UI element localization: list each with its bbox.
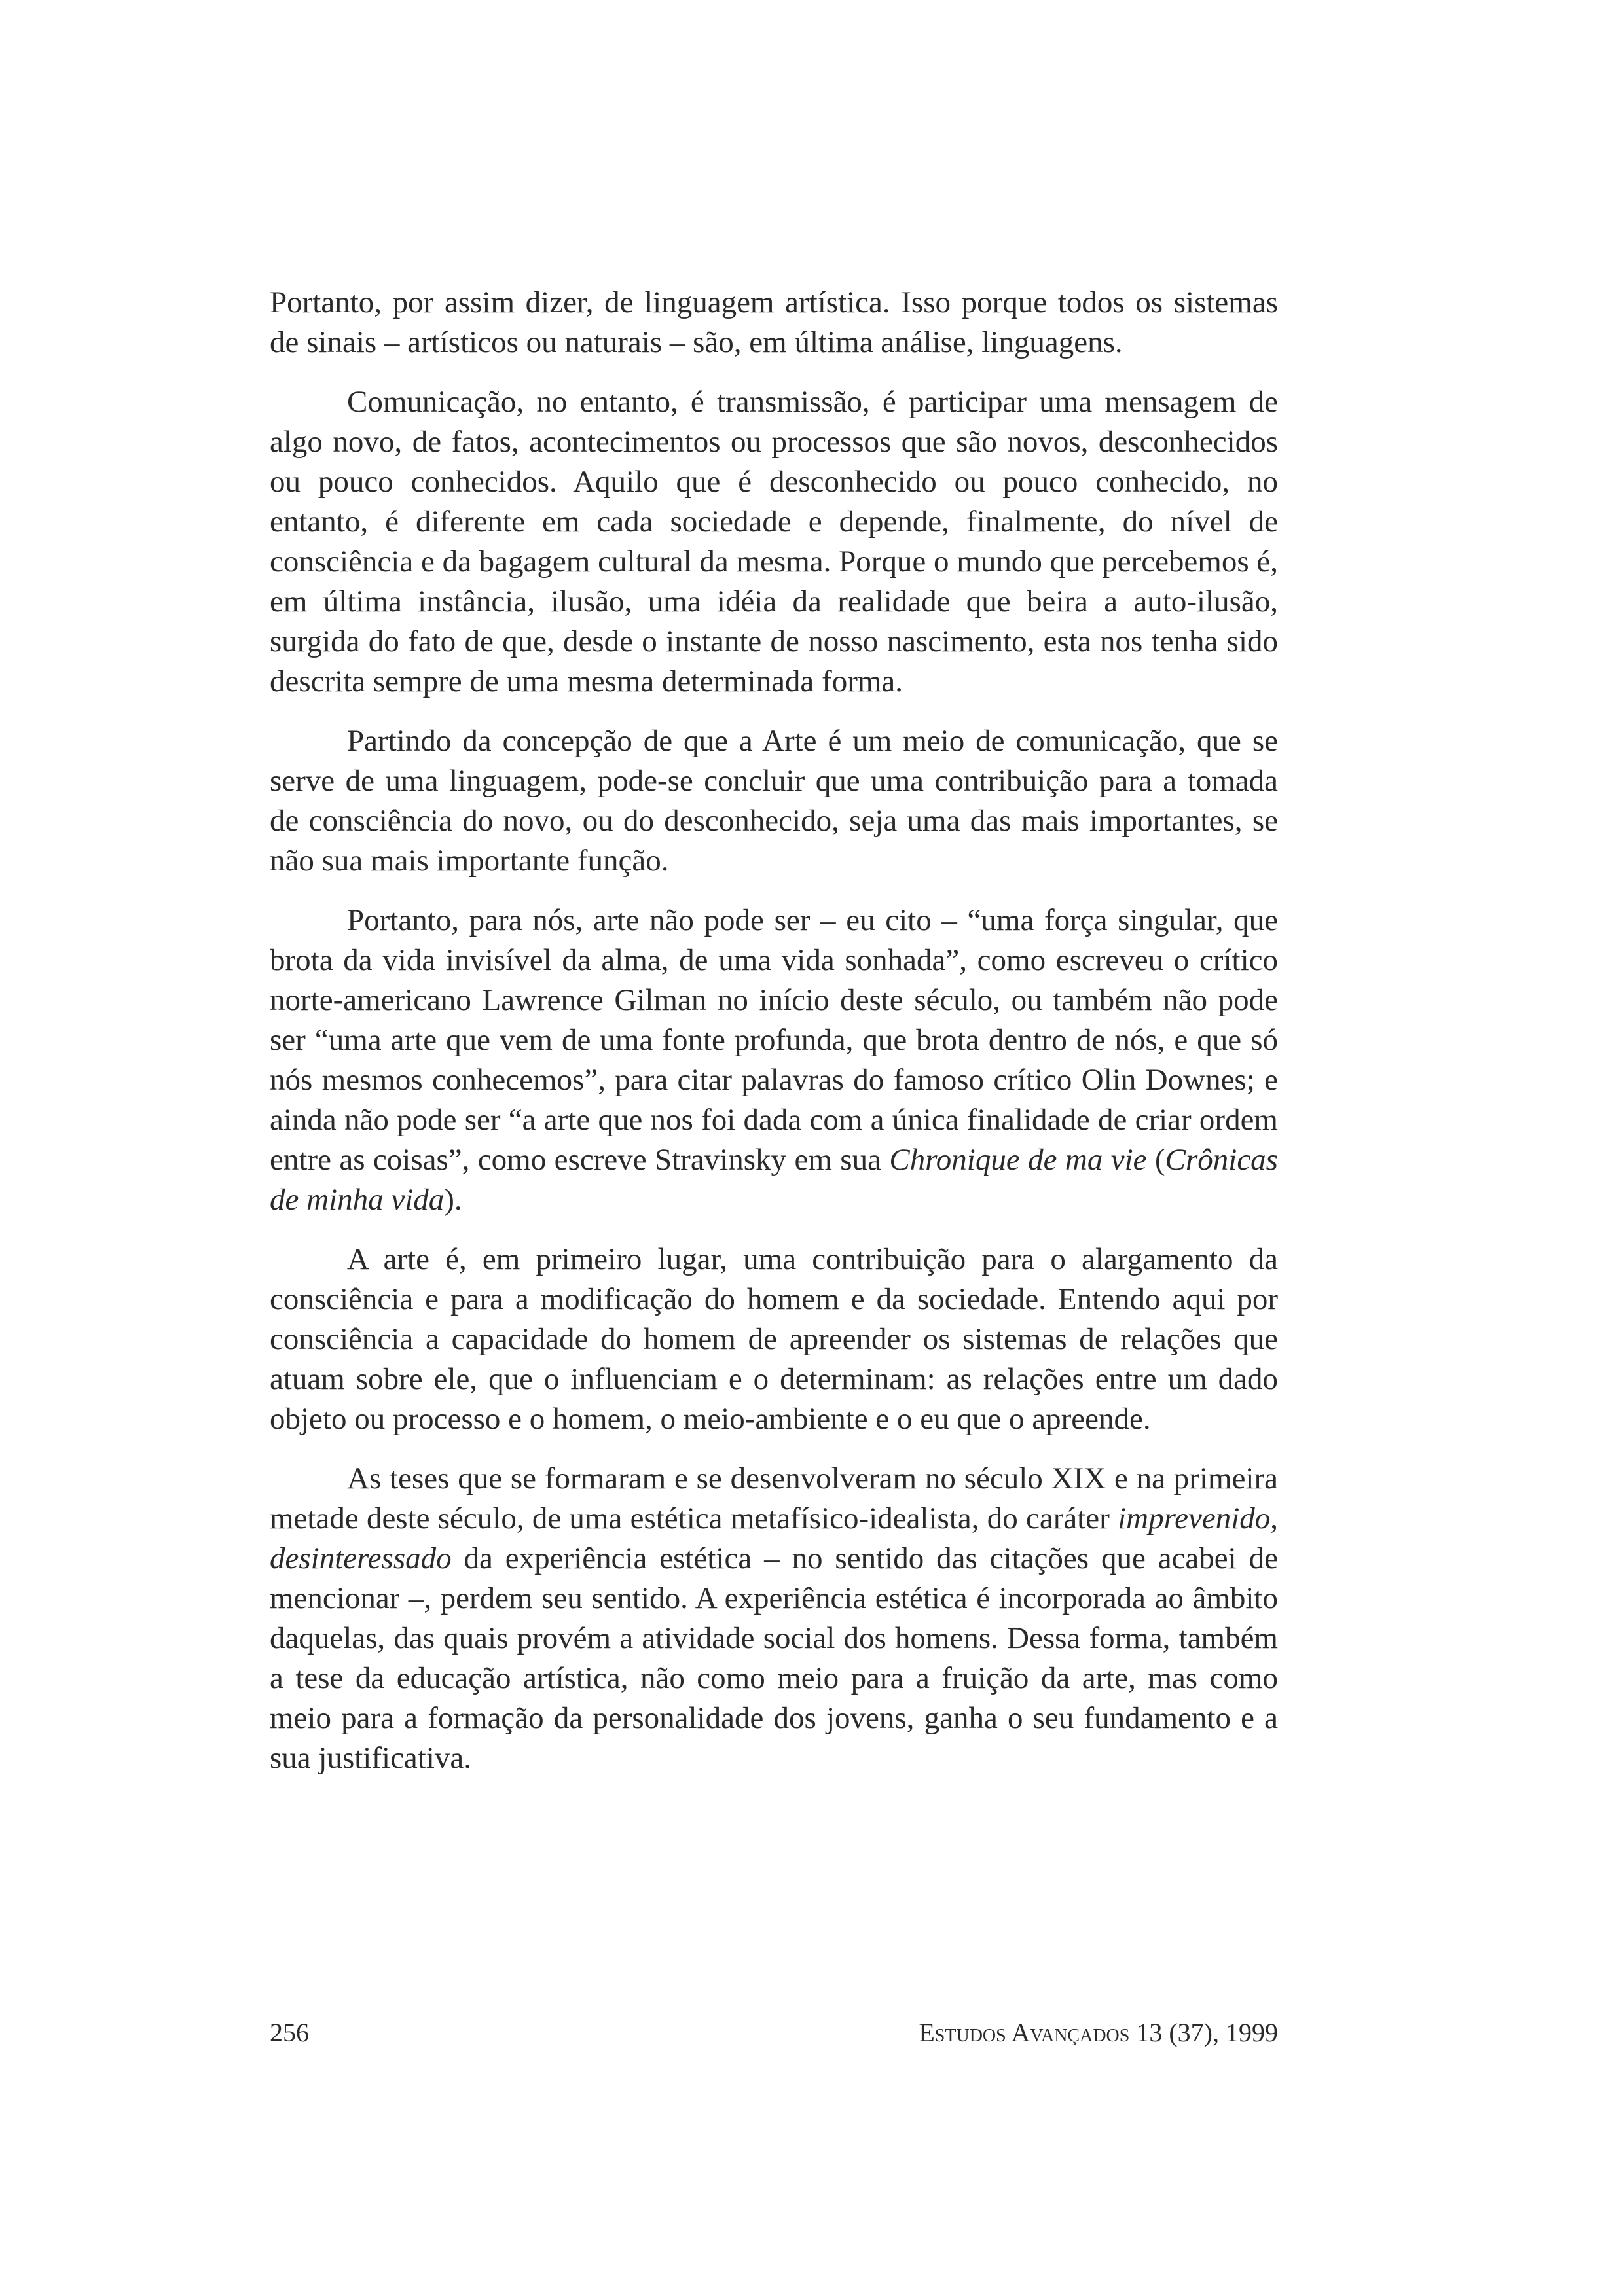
paragraph-4-text-b: ( (1146, 1143, 1165, 1177)
paragraph-3: Partindo da concepção de que a Arte é um meio de comunicação, que se serve de uma linguagem, pode-se concluir que uma contribuição para a tomada de consciência do novo, ou do desconhecido, seja uma das mais importantes, se não sua mais importante função. (270, 724, 1278, 878)
paragraph-4-text-c: ). (444, 1183, 462, 1217)
emphasis-desinteressado: desinteressado (270, 1541, 452, 1575)
page-number: 256 (270, 2018, 309, 2047)
page-footer (270, 2013, 1278, 2053)
emphasis-imprevenido: imprevenido (1118, 1501, 1271, 1535)
paragraph-4-text-a: Portanto, para nós, arte não pode ser – eu cito – “uma força singular, que brota da vida invisível da alma, de uma vida sonhada”, como escreveu o crítico norte-americano Lawrence Gilman no início deste século, ou também não pode ser “uma arte que vem de uma fonte profunda, que brota dentro de nós, e que só nós mesmos conhecemos”, para citar palavras do famoso crítico Olin Downes; e ainda não pode ser “a arte que nos foi dada com a única finalidade de criar ordem entre as coisas”, como escreve Stravinsky em sua (270, 903, 1278, 1177)
paragraph-6-text-b: , (1270, 1501, 1278, 1535)
journal-name: Estudos Avançados (919, 2018, 1130, 2047)
paragraph-4 (270, 901, 1278, 1220)
book-title-original: Chronique de ma vie (889, 1143, 1147, 1177)
running-head (919, 2013, 1278, 2053)
paragraph-6-text-a: As teses que se formaram e se desenvolveram no século XIX e na primeira metade deste século, de uma estética metafísico-idealista, do caráter (270, 1462, 1278, 1535)
paragraph-5: A arte é, em primeiro lugar, uma contribuição para o alargamento da consciência e para a modificação do homem e da sociedade. Entendo aqui por consciência a capacidade do homem de apreender os sistemas de relações que atuam sobre ele, que o influenciam e o determinam: as relações entre um dado objeto ou processo e o homem, o meio-ambiente e o eu que o apreende. (270, 1242, 1278, 1436)
paragraph-1: Portanto, por assim dizer, de linguagem artística. Isso porque todos os sistemas de sinais – artísticos ou naturais – são, em última análise, linguagens. (270, 285, 1278, 359)
article-body (270, 283, 1278, 1778)
journal-issue: 13 (37), 1999 (1136, 2018, 1278, 2047)
paragraph-6-text-c: da experiência estética – no sentido das citações que acabei de mencionar –, perdem seu sentido. A experiência estética é incorporada ao âmbito daquelas, das quais provém a atividade social dos homens. Dessa forma, também a tese da educação artística, não como meio para a fruição da arte, mas como meio para a formação da personalidade dos jovens, ganha o seu fundamento e a sua justificativa. (270, 1541, 1278, 1775)
paragraph-2: Comunicação, no entanto, é transmissão, é participar uma mensagem de algo novo, de fatos, acontecimentos ou processos que são novos, desconhecidos ou pouco conhecidos. Aquilo que é desconhecido ou pouco conhecido, no entanto, é diferente em cada sociedade e depende, finalmente, do nível de consciência e da bagagem cultural da mesma. Porque o mundo que percebemos é, em última instância, ilusão, uma idéia da realidade que beira a auto-ilusão, surgida do fato de que, desde o instante de nosso nascimento, esta nos tenha sido descrita sempre de uma mesma determinada forma. (270, 385, 1278, 698)
book-title-translation: Crônicas de minha vida (270, 1143, 1278, 1217)
paragraph-6 (270, 1459, 1278, 1778)
